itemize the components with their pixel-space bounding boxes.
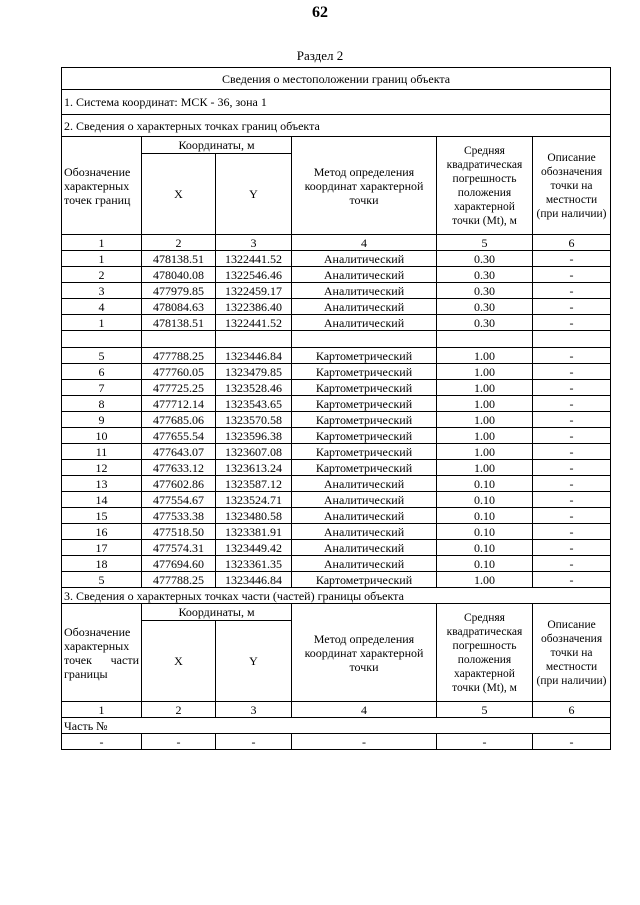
column-number: 2 [142,702,216,718]
point-number: 1 [62,315,142,331]
table-row [62,492,611,508]
x-coordinate: 477979.85 [142,283,216,299]
table-row [62,315,611,331]
y-coordinate: 1322386.40 [216,299,292,315]
error: 0.30 [437,251,533,267]
description: - [533,540,611,556]
method: Аналитический [292,315,437,331]
table-row [62,364,611,380]
error: 0.10 [437,492,533,508]
method: Аналитический [292,267,437,283]
part-label: Часть № [62,718,611,734]
x-coordinate: 477788.25 [142,348,216,364]
error: 1.00 [437,348,533,364]
table-row [62,380,611,396]
header-error: Средняя квадратическая погрешность положения характерной точки (Mt), м [437,137,533,235]
point-number: 14 [62,492,142,508]
description: - [533,428,611,444]
error: - [437,734,533,750]
method: Аналитический [292,556,437,572]
header-description: Описание обозначения точки на местности (при наличии) [533,137,611,235]
error: 1.00 [437,460,533,476]
description: - [533,476,611,492]
method: Аналитический [292,540,437,556]
method: Картометрический [292,460,437,476]
description: - [533,348,611,364]
description: - [533,572,611,588]
table-row [62,444,611,460]
x-coordinate: 477760.05 [142,364,216,380]
method: Аналитический [292,492,437,508]
error: 0.10 [437,524,533,540]
y-coordinate: 1323570.58 [216,412,292,428]
point-number: 6 [62,364,142,380]
table-row [62,476,611,492]
description: - [533,267,611,283]
table-row [62,251,611,267]
point-number: 2 [62,267,142,283]
y-coordinate: 1323381.91 [216,524,292,540]
column-number: 3 [216,235,292,251]
column-number: 2 [142,235,216,251]
x-coordinate: 477574.31 [142,540,216,556]
table-row [62,556,611,572]
error: 0.10 [437,540,533,556]
table-row [62,524,611,540]
error: 1.00 [437,572,533,588]
x-coordinate: 478138.51 [142,315,216,331]
method: Картометрический [292,428,437,444]
point-number: 1 [62,251,142,267]
page-number: 62 [312,4,328,21]
table-row [62,734,611,750]
error: 0.10 [437,476,533,492]
table-row [62,396,611,412]
method: Картометрический [292,396,437,412]
x-coordinate: 478040.08 [142,267,216,283]
header-x: X [142,154,216,235]
empty-cell [216,331,292,348]
x-coordinate: 477633.12 [142,460,216,476]
y-coordinate: 1322459.17 [216,283,292,299]
description: - [533,251,611,267]
method: Аналитический [292,299,437,315]
x-coordinate: 477554.67 [142,492,216,508]
method: Аналитический [292,524,437,540]
description: - [533,734,611,750]
method: - [292,734,437,750]
x-coordinate: 478084.63 [142,299,216,315]
table-row [62,412,611,428]
error: 0.30 [437,267,533,283]
point-number: 4 [62,299,142,315]
y-coordinate: 1323449.42 [216,540,292,556]
column-number: 3 [216,702,292,718]
table-row [62,540,611,556]
y-coordinate: 1323528.46 [216,380,292,396]
column-number: 5 [437,235,533,251]
x-coordinate: 477533.38 [142,508,216,524]
column-number: 6 [533,702,611,718]
method: Аналитический [292,476,437,492]
empty-cell [437,331,533,348]
empty-cell [62,331,142,348]
method: Аналитический [292,251,437,267]
point-number: 7 [62,380,142,396]
empty-cell [533,331,611,348]
y-coordinate: 1323524.71 [216,492,292,508]
point-number: 11 [62,444,142,460]
description: - [533,380,611,396]
section2-title: 2. Сведения о характерных точках границ объекта [62,115,611,137]
y-coordinate: 1323607.08 [216,444,292,460]
error: 1.00 [437,364,533,380]
method: Аналитический [292,283,437,299]
x-coordinate: 477655.54 [142,428,216,444]
y-coordinate: 1323596.38 [216,428,292,444]
description: - [533,315,611,331]
point-number: 5 [62,348,142,364]
point-number: 8 [62,396,142,412]
x-coordinate: 477685.06 [142,412,216,428]
header-y: Y [216,621,292,702]
coordinate-system: 1. Система координат: МСК - 36, зона 1 [62,90,611,115]
y-coordinate: 1322441.52 [216,315,292,331]
error: 0.10 [437,556,533,572]
header-part-point-designation: Обозначение характерных точек части границы [62,604,142,702]
header-y: Y [216,154,292,235]
point-number: 17 [62,540,142,556]
table-row [62,428,611,444]
point-number: 16 [62,524,142,540]
section3-title-row [62,588,611,604]
description: - [533,524,611,540]
point-number: 12 [62,460,142,476]
table-title: Сведения о местоположении границ объекта [62,68,611,90]
point-number: 5 [62,572,142,588]
column-numbers-row [62,235,611,251]
y-coordinate: 1323446.84 [216,572,292,588]
error: 1.00 [437,444,533,460]
point-number: 15 [62,508,142,524]
y-coordinate: 1323361.35 [216,556,292,572]
table-row [62,348,611,364]
section3-title: 3. Сведения о характерных точках части (частей) границы объекта [62,588,611,604]
description: - [533,412,611,428]
x-coordinate: 478138.51 [142,251,216,267]
header-point-designation: Обозначение характерных точек границ [62,137,142,235]
x-coordinate: 477788.25 [142,572,216,588]
y-coordinate: 1323479.85 [216,364,292,380]
description: - [533,508,611,524]
description: - [533,396,611,412]
column-number: 5 [437,702,533,718]
error: 1.00 [437,428,533,444]
description: - [533,492,611,508]
method: Картометрический [292,412,437,428]
x-coordinate: 477725.25 [142,380,216,396]
boundary-table [61,67,611,750]
x-coordinate: - [142,734,216,750]
section-label: Раздел 2 [296,48,344,63]
x-coordinate: 477694.60 [142,556,216,572]
method: Картометрический [292,380,437,396]
method: Картометрический [292,572,437,588]
header-coordinates: Координаты, м [142,137,292,154]
y-coordinate: 1323480.58 [216,508,292,524]
column-number: 4 [292,702,437,718]
error: 1.00 [437,412,533,428]
table-row [62,299,611,315]
error: 0.30 [437,315,533,331]
header-method: Метод определения координат характерной точки [292,604,437,702]
header-description: Описание обозначения точки на местности (при наличии) [533,604,611,702]
description: - [533,364,611,380]
x-coordinate: 477602.86 [142,476,216,492]
error: 0.30 [437,283,533,299]
table-row [62,267,611,283]
column-number: 4 [292,235,437,251]
description: - [533,283,611,299]
header-x: X [142,621,216,702]
description: - [533,460,611,476]
error: 0.30 [437,299,533,315]
y-coordinate: 1323587.12 [216,476,292,492]
header-error: Средняя квадратическая погрешность положения характерной точки (Mt), м [437,604,533,702]
y-coordinate: 1323543.65 [216,396,292,412]
method: Аналитический [292,508,437,524]
x-coordinate: 477712.14 [142,396,216,412]
y-coordinate: 1322441.52 [216,251,292,267]
table-row [62,283,611,299]
method: Картометрический [292,348,437,364]
header-coordinates: Координаты, м [142,604,292,621]
point-number: - [62,734,142,750]
description: - [533,556,611,572]
table-row [62,460,611,476]
description: - [533,299,611,315]
point-number: 10 [62,428,142,444]
point-number: 13 [62,476,142,492]
point-number: 3 [62,283,142,299]
point-number: 18 [62,556,142,572]
error: 1.00 [437,380,533,396]
point-number: 9 [62,412,142,428]
method: Картометрический [292,444,437,460]
error: 0.10 [437,508,533,524]
table-row [62,508,611,524]
column-number: 1 [62,235,142,251]
column-numbers-row [62,702,611,718]
empty-cell [292,331,437,348]
empty-cell [142,331,216,348]
table-row [62,572,611,588]
column-number: 1 [62,702,142,718]
header-method: Метод определения координат характерной точки [292,137,437,235]
description: - [533,444,611,460]
column-number: 6 [533,235,611,251]
y-coordinate: 1322546.46 [216,267,292,283]
method: Картометрический [292,364,437,380]
x-coordinate: 477518.50 [142,524,216,540]
x-coordinate: 477643.07 [142,444,216,460]
y-coordinate: 1323613.24 [216,460,292,476]
y-coordinate: - [216,734,292,750]
y-coordinate: 1323446.84 [216,348,292,364]
error: 1.00 [437,396,533,412]
separator-row [62,331,611,348]
